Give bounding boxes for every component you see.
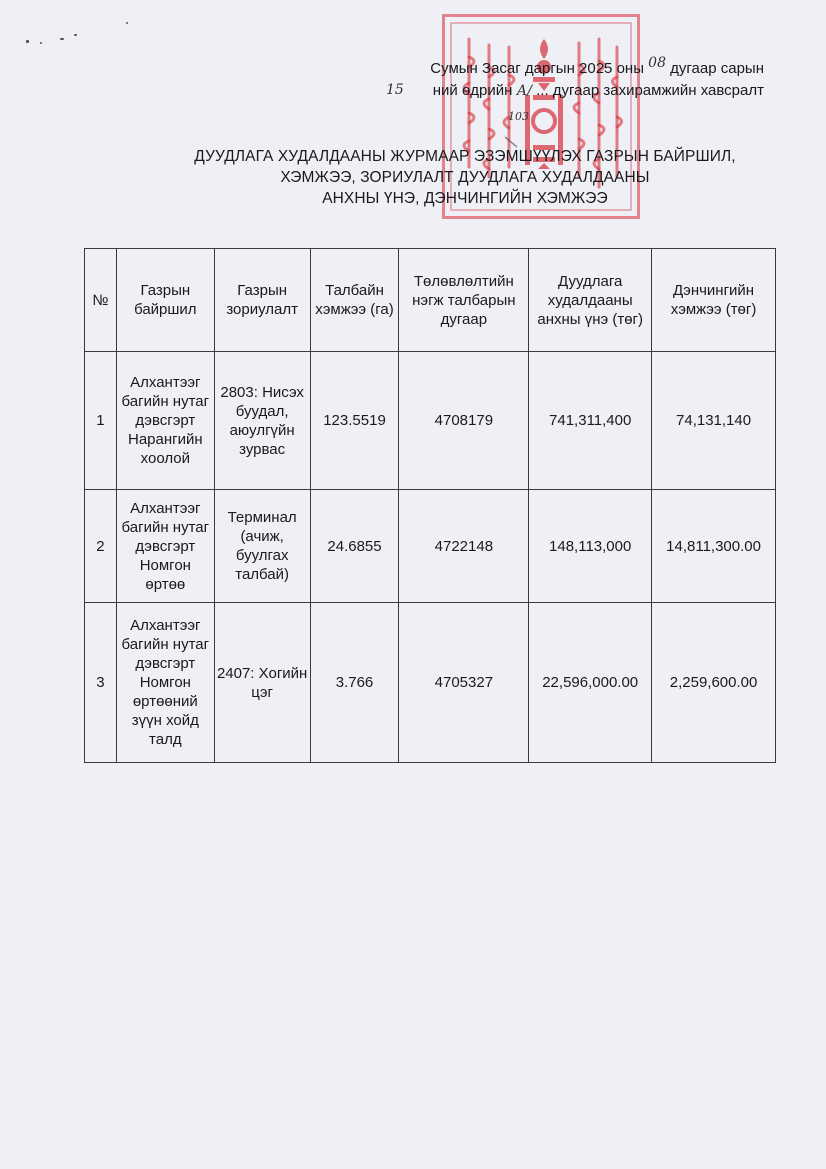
header-line-1 bbox=[430, 55, 764, 80]
handwritten-order-mark: А/ bbox=[516, 83, 532, 99]
column-header-area: Талбайн хэмжээ (га) bbox=[310, 249, 399, 352]
cell-location: Алхантээг багийн нутаг дэвсгэрт Номгон өртөөний зүүн хойд талд bbox=[116, 603, 214, 763]
cell-number: 3 bbox=[85, 603, 117, 763]
cell-location: Алхантээг багийн нутаг дэвсгэрт Нарангийн хоолой bbox=[116, 352, 214, 490]
cell-number: 2 bbox=[85, 490, 117, 603]
scan-speck bbox=[40, 42, 42, 44]
cell-deposit: 14,811,300.00 bbox=[652, 490, 776, 603]
column-header-purpose: Газрын зориулалт bbox=[214, 249, 310, 352]
column-header-parcel: Төлөвлөлтийн нэгж талбарын дугаар bbox=[399, 249, 529, 352]
scan-speck bbox=[74, 34, 77, 36]
cell-start-price: 22,596,000.00 bbox=[529, 603, 652, 763]
land-auction-table bbox=[84, 248, 776, 763]
cell-parcel: 4708179 bbox=[399, 352, 529, 490]
scan-speck bbox=[60, 38, 64, 40]
cell-parcel: 4722148 bbox=[399, 490, 529, 603]
cell-deposit: 74,131,140 bbox=[652, 352, 776, 490]
header-line2-text-a: ний өдрийн bbox=[432, 82, 513, 99]
column-header-location: Газрын байршил bbox=[116, 249, 214, 352]
cell-start-price: 741,311,400 bbox=[529, 352, 652, 490]
cell-area: 24.6855 bbox=[310, 490, 399, 603]
scan-speck bbox=[126, 22, 128, 24]
header-line1-end: дугаар сарын bbox=[670, 60, 764, 77]
table-row bbox=[85, 603, 776, 763]
handwritten-day: 15 bbox=[386, 82, 404, 98]
table-row bbox=[85, 352, 776, 490]
table-header-row bbox=[85, 249, 776, 352]
cell-area: 123.5519 bbox=[310, 352, 399, 490]
column-header-number: № bbox=[85, 249, 117, 352]
header-line-2 bbox=[433, 80, 764, 102]
column-header-start-price: Дуудлага худалдааны анхны үнэ (төг) bbox=[529, 249, 652, 352]
cell-number: 1 bbox=[85, 352, 117, 490]
scan-speck bbox=[26, 40, 29, 43]
cell-area: 3.766 bbox=[310, 603, 399, 763]
cell-purpose: 2407: Хогийн цэг bbox=[214, 603, 310, 763]
header-line1-text: Сумын Засаг даргын 2025 оны bbox=[430, 60, 644, 77]
title-line-2: ХЭМЖЭЭ, ЗОРИУЛАЛТ ДУУДЛАГА ХУДАЛДААНЫ bbox=[280, 169, 650, 186]
handwritten-number-note: 103 bbox=[508, 110, 529, 123]
cell-deposit: 2,259,600.00 bbox=[652, 603, 776, 763]
cell-purpose: 2803: Нисэх буудал, аюулгүйн зурвас bbox=[214, 352, 310, 490]
handwritten-month: 08 bbox=[648, 55, 666, 71]
document-title bbox=[150, 146, 780, 209]
cell-start-price: 148,113,000 bbox=[529, 490, 652, 603]
column-header-deposit: Дэнчингийн хэмжээ (төг) bbox=[652, 249, 776, 352]
header-line2-text-b: ... дугаар захирамжийн хавсралт bbox=[536, 82, 764, 99]
cell-parcel: 4705327 bbox=[399, 603, 529, 763]
table-row bbox=[85, 490, 776, 603]
title-line-3: АНХНЫ ҮНЭ, ДЭНЧИНГИЙН ХЭМЖЭЭ bbox=[322, 190, 608, 207]
title-line-1: ДУУДЛАГА ХУДАЛДААНЫ ЖУРМААР ЭЗЭМШҮҮЛЭХ ГАЗРЫН БАЙРШИЛ, bbox=[194, 148, 736, 165]
cell-purpose: Терминал (ачиж, буулгах талбай) bbox=[214, 490, 310, 603]
cell-location: Алхантээг багийн нутаг дэвсгэрт Номгон өртөө bbox=[116, 490, 214, 603]
